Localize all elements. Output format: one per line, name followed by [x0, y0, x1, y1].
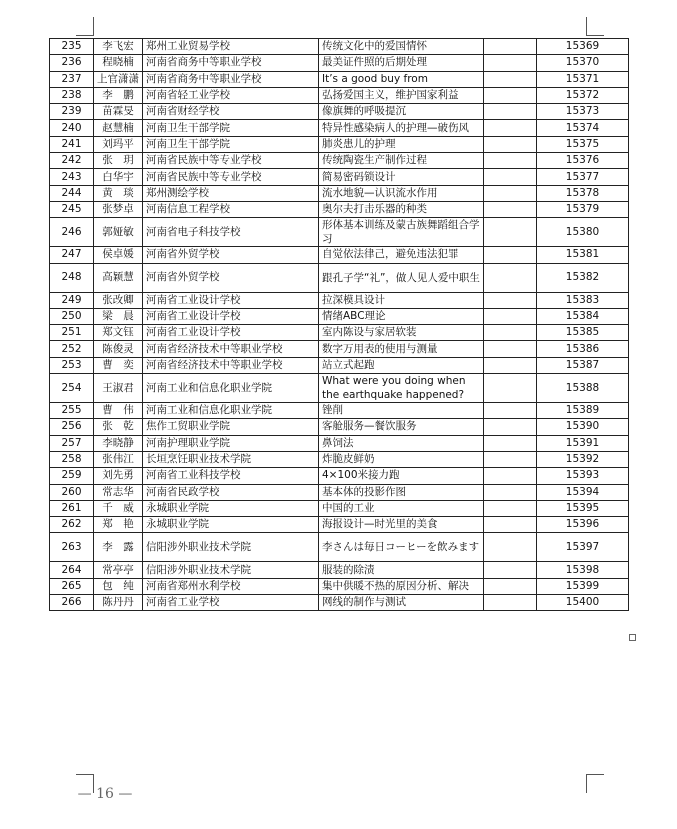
table-body — [50, 39, 629, 611]
teacher-name: 张梦卓 — [94, 201, 143, 217]
school-name: 郑州测绘学校 — [143, 185, 319, 201]
award-code: 15387 — [537, 357, 629, 373]
teacher-name: 陈俊灵 — [94, 341, 143, 357]
row-number: 265 — [50, 578, 94, 594]
table-row — [50, 403, 629, 419]
award-code: 15377 — [537, 169, 629, 185]
course-title: 传统文化中的爱国情怀 — [319, 39, 484, 55]
row-number: 238 — [50, 87, 94, 103]
blank-cell — [484, 357, 537, 373]
school-name: 河南省财经学校 — [143, 104, 319, 120]
row-number: 240 — [50, 120, 94, 136]
school-name: 河南卫生干部学院 — [143, 120, 319, 136]
row-number: 250 — [50, 308, 94, 324]
teacher-name: 郭娅敏 — [94, 218, 143, 247]
row-number: 241 — [50, 136, 94, 152]
row-number: 258 — [50, 451, 94, 467]
blank-cell — [484, 533, 537, 562]
table-row — [50, 247, 629, 263]
row-number: 248 — [50, 263, 94, 292]
table-row — [50, 292, 629, 308]
teacher-name: 上官潇潇 — [94, 71, 143, 87]
award-list-table — [49, 38, 629, 611]
course-title: 形体基本训练及蒙古族舞蹈组合学习 — [319, 218, 484, 247]
award-code: 15394 — [537, 484, 629, 500]
school-name: 河南省民政学校 — [143, 484, 319, 500]
course-title: 数字万用表的使用与测量 — [319, 341, 484, 357]
teacher-name: 千 威 — [94, 500, 143, 516]
teacher-name: 程晓楠 — [94, 55, 143, 71]
award-code: 15398 — [537, 562, 629, 578]
award-code: 15382 — [537, 263, 629, 292]
row-number: 247 — [50, 247, 94, 263]
table-row — [50, 120, 629, 136]
teacher-name: 刘玛平 — [94, 136, 143, 152]
course-title: 李さんは毎日コーヒーを飲みます — [319, 533, 484, 562]
teacher-name: 李飞宏 — [94, 39, 143, 55]
blank-cell — [484, 55, 537, 71]
course-title: 拉深模具设计 — [319, 292, 484, 308]
teacher-name: 张伟江 — [94, 451, 143, 467]
row-number: 254 — [50, 374, 94, 403]
teacher-name: 赵慧楠 — [94, 120, 143, 136]
blank-cell — [484, 341, 537, 357]
course-title: 服装的除渍 — [319, 562, 484, 578]
award-code: 15386 — [537, 341, 629, 357]
school-name: 信阳涉外职业技术学院 — [143, 562, 319, 578]
row-number: 264 — [50, 562, 94, 578]
course-title: 自觉依法律己，避免违法犯罪 — [319, 247, 484, 263]
blank-cell — [484, 292, 537, 308]
course-title: 跟孔子学“礼”，做人见人爱中职生 — [319, 263, 484, 292]
course-title: What were you doing when the earthquake happened? — [319, 374, 484, 403]
course-title: 炸脆皮鲜奶 — [319, 451, 484, 467]
row-number: 259 — [50, 468, 94, 484]
school-name: 河南工业和信息化职业学院 — [143, 403, 319, 419]
row-number: 251 — [50, 325, 94, 341]
school-name: 河南省工业设计学校 — [143, 325, 319, 341]
award-code: 15373 — [537, 104, 629, 120]
course-title: 室内陈设与家居软装 — [319, 325, 484, 341]
row-number: 235 — [50, 39, 94, 55]
award-code: 15376 — [537, 153, 629, 169]
teacher-name: 侯卓媛 — [94, 247, 143, 263]
award-code: 15383 — [537, 292, 629, 308]
table-row — [50, 341, 629, 357]
table-end-marker — [629, 634, 636, 641]
school-name: 焦作工贸职业学院 — [143, 419, 319, 435]
row-number: 237 — [50, 71, 94, 87]
course-title: 像旗舞的呼吸提沉 — [319, 104, 484, 120]
row-number: 249 — [50, 292, 94, 308]
blank-cell — [484, 325, 537, 341]
school-name: 河南省经济技术中等职业学校 — [143, 357, 319, 373]
table-row — [50, 71, 629, 87]
blank-cell — [484, 435, 537, 451]
award-code: 15400 — [537, 595, 629, 611]
award-code: 15384 — [537, 308, 629, 324]
teacher-name: 王淑君 — [94, 374, 143, 403]
blank-cell — [484, 104, 537, 120]
school-name: 河南省郑州水利学校 — [143, 578, 319, 594]
school-name: 河南省经济技术中等职业学校 — [143, 341, 319, 357]
school-name: 信阳涉外职业技术学院 — [143, 533, 319, 562]
blank-cell — [484, 185, 537, 201]
blank-cell — [484, 136, 537, 152]
school-name: 河南省工业学校 — [143, 595, 319, 611]
award-code: 15391 — [537, 435, 629, 451]
table-row — [50, 308, 629, 324]
table-row — [50, 595, 629, 611]
award-code: 15389 — [537, 403, 629, 419]
table-row — [50, 201, 629, 217]
award-code: 15399 — [537, 578, 629, 594]
award-code: 15396 — [537, 517, 629, 533]
row-number: 261 — [50, 500, 94, 516]
award-code: 15393 — [537, 468, 629, 484]
row-number: 239 — [50, 104, 94, 120]
blank-cell — [484, 247, 537, 263]
crop-mark-bottom-right-v — [586, 774, 587, 793]
award-code: 15381 — [537, 247, 629, 263]
school-name: 永城职业学院 — [143, 500, 319, 516]
table-row — [50, 169, 629, 185]
page-number: — 16 — — [77, 786, 133, 802]
row-number: 257 — [50, 435, 94, 451]
table-row — [50, 87, 629, 103]
table-row — [50, 562, 629, 578]
award-code: 15374 — [537, 120, 629, 136]
course-title: 基本体的投影作图 — [319, 484, 484, 500]
blank-cell — [484, 451, 537, 467]
crop-mark-top-right-h — [586, 35, 604, 36]
crop-mark-bottom-right-h — [586, 774, 604, 775]
course-title: 最美证件照的后期处理 — [319, 55, 484, 71]
course-title: 简易密码锁设计 — [319, 169, 484, 185]
school-name: 河南省外贸学校 — [143, 263, 319, 292]
blank-cell — [484, 218, 537, 247]
school-name: 河南省工业科技学校 — [143, 468, 319, 484]
course-title: 传统陶瓷生产制作过程 — [319, 153, 484, 169]
school-name: 河南省外贸学校 — [143, 247, 319, 263]
course-title: 流水地貌—认识流水作用 — [319, 185, 484, 201]
school-name: 河南省工业设计学校 — [143, 292, 319, 308]
teacher-name: 高颖慧 — [94, 263, 143, 292]
table-row — [50, 263, 629, 292]
award-code: 15379 — [537, 201, 629, 217]
blank-cell — [484, 517, 537, 533]
award-code: 15395 — [537, 500, 629, 516]
teacher-name: 黄 琰 — [94, 185, 143, 201]
row-number: 256 — [50, 419, 94, 435]
award-code: 15371 — [537, 71, 629, 87]
blank-cell — [484, 120, 537, 136]
school-name: 河南护理职业学院 — [143, 435, 319, 451]
course-title: It’s a good buy from — [319, 71, 484, 87]
teacher-name: 郑 艳 — [94, 517, 143, 533]
table-row — [50, 451, 629, 467]
school-name: 河南省民族中等专业学校 — [143, 153, 319, 169]
teacher-name: 李晓静 — [94, 435, 143, 451]
crop-mark-top-left-h — [76, 35, 94, 36]
school-name: 长垣烹饪职业技术学院 — [143, 451, 319, 467]
table-row — [50, 55, 629, 71]
row-number: 243 — [50, 169, 94, 185]
blank-cell — [484, 39, 537, 55]
row-number: 236 — [50, 55, 94, 71]
blank-cell — [484, 578, 537, 594]
table-row — [50, 500, 629, 516]
blank-cell — [484, 201, 537, 217]
course-title: 中国的工业 — [319, 500, 484, 516]
row-number: 260 — [50, 484, 94, 500]
row-number: 253 — [50, 357, 94, 373]
row-number: 255 — [50, 403, 94, 419]
row-number: 262 — [50, 517, 94, 533]
row-number: 245 — [50, 201, 94, 217]
teacher-name: 李 鹏 — [94, 87, 143, 103]
row-number: 244 — [50, 185, 94, 201]
teacher-name: 苗霖旻 — [94, 104, 143, 120]
teacher-name: 张 玥 — [94, 153, 143, 169]
table-row — [50, 435, 629, 451]
course-title: 肺炎患儿的护理 — [319, 136, 484, 152]
blank-cell — [484, 169, 537, 185]
teacher-name: 常志华 — [94, 484, 143, 500]
row-number: 242 — [50, 153, 94, 169]
row-number: 252 — [50, 341, 94, 357]
course-title: 情绪ABC理论 — [319, 308, 484, 324]
award-code: 15390 — [537, 419, 629, 435]
table-row — [50, 218, 629, 247]
teacher-name: 曹 奕 — [94, 357, 143, 373]
blank-cell — [484, 71, 537, 87]
school-name: 河南省民族中等专业学校 — [143, 169, 319, 185]
table-row — [50, 104, 629, 120]
course-title: 特异性感染病人的护理—破伤风 — [319, 120, 484, 136]
teacher-name: 张 乾 — [94, 419, 143, 435]
award-code: 15380 — [537, 218, 629, 247]
teacher-name: 梁 晨 — [94, 308, 143, 324]
row-number: 266 — [50, 595, 94, 611]
teacher-name: 张改卿 — [94, 292, 143, 308]
school-name: 河南信息工程学校 — [143, 201, 319, 217]
teacher-name: 常亭亭 — [94, 562, 143, 578]
award-code: 15385 — [537, 325, 629, 341]
school-name: 河南工业和信息化职业学院 — [143, 374, 319, 403]
table-row — [50, 578, 629, 594]
teacher-name: 白华宇 — [94, 169, 143, 185]
table-row — [50, 517, 629, 533]
blank-cell — [484, 484, 537, 500]
table-row — [50, 468, 629, 484]
award-code: 15378 — [537, 185, 629, 201]
table-row — [50, 419, 629, 435]
school-name: 河南卫生干部学院 — [143, 136, 319, 152]
course-title: 弘扬爱国主义，维护国家利益 — [319, 87, 484, 103]
teacher-name: 陈丹丹 — [94, 595, 143, 611]
course-title: 集中供暖不热的原因分析、解决 — [319, 578, 484, 594]
table-row — [50, 484, 629, 500]
table-row — [50, 153, 629, 169]
blank-cell — [484, 562, 537, 578]
blank-cell — [484, 419, 537, 435]
course-title: 鼻饲法 — [319, 435, 484, 451]
course-title: 客舱服务—餐饮服务 — [319, 419, 484, 435]
blank-cell — [484, 308, 537, 324]
table-row — [50, 374, 629, 403]
crop-mark-top-right-v — [586, 17, 587, 36]
row-number: 263 — [50, 533, 94, 562]
crop-mark-top-left-v — [93, 17, 94, 36]
school-name: 郑州工业贸易学校 — [143, 39, 319, 55]
blank-cell — [484, 403, 537, 419]
award-code: 15388 — [537, 374, 629, 403]
teacher-name: 曹 伟 — [94, 403, 143, 419]
course-title: 锉削 — [319, 403, 484, 419]
table-row — [50, 325, 629, 341]
school-name: 永城职业学院 — [143, 517, 319, 533]
blank-cell — [484, 374, 537, 403]
blank-cell — [484, 263, 537, 292]
course-title: 站立式起跑 — [319, 357, 484, 373]
school-name: 河南省商务中等职业学校 — [143, 71, 319, 87]
award-code: 15372 — [537, 87, 629, 103]
school-name: 河南省商务中等职业学校 — [143, 55, 319, 71]
table-row — [50, 39, 629, 55]
award-code: 15397 — [537, 533, 629, 562]
award-code: 15375 — [537, 136, 629, 152]
teacher-name: 郑文钰 — [94, 325, 143, 341]
table-row — [50, 185, 629, 201]
blank-cell — [484, 153, 537, 169]
school-name: 河南省工业设计学校 — [143, 308, 319, 324]
course-title: 海报设计—时光里的美食 — [319, 517, 484, 533]
teacher-name: 刘先勇 — [94, 468, 143, 484]
award-code: 15369 — [537, 39, 629, 55]
school-name: 河南省轻工业学校 — [143, 87, 319, 103]
table-row — [50, 136, 629, 152]
course-title: 4×100米接力跑 — [319, 468, 484, 484]
award-code: 15370 — [537, 55, 629, 71]
row-number: 246 — [50, 218, 94, 247]
table-row — [50, 533, 629, 562]
blank-cell — [484, 87, 537, 103]
award-code: 15392 — [537, 451, 629, 467]
course-title: 网线的制作与测试 — [319, 595, 484, 611]
course-title: 奥尔夫打击乐器的种类 — [319, 201, 484, 217]
blank-cell — [484, 500, 537, 516]
blank-cell — [484, 468, 537, 484]
crop-mark-bottom-left-h — [76, 774, 94, 775]
blank-cell — [484, 595, 537, 611]
teacher-name: 李 露 — [94, 533, 143, 562]
table-row — [50, 357, 629, 373]
school-name: 河南省电子科技学校 — [143, 218, 319, 247]
teacher-name: 包 纯 — [94, 578, 143, 594]
